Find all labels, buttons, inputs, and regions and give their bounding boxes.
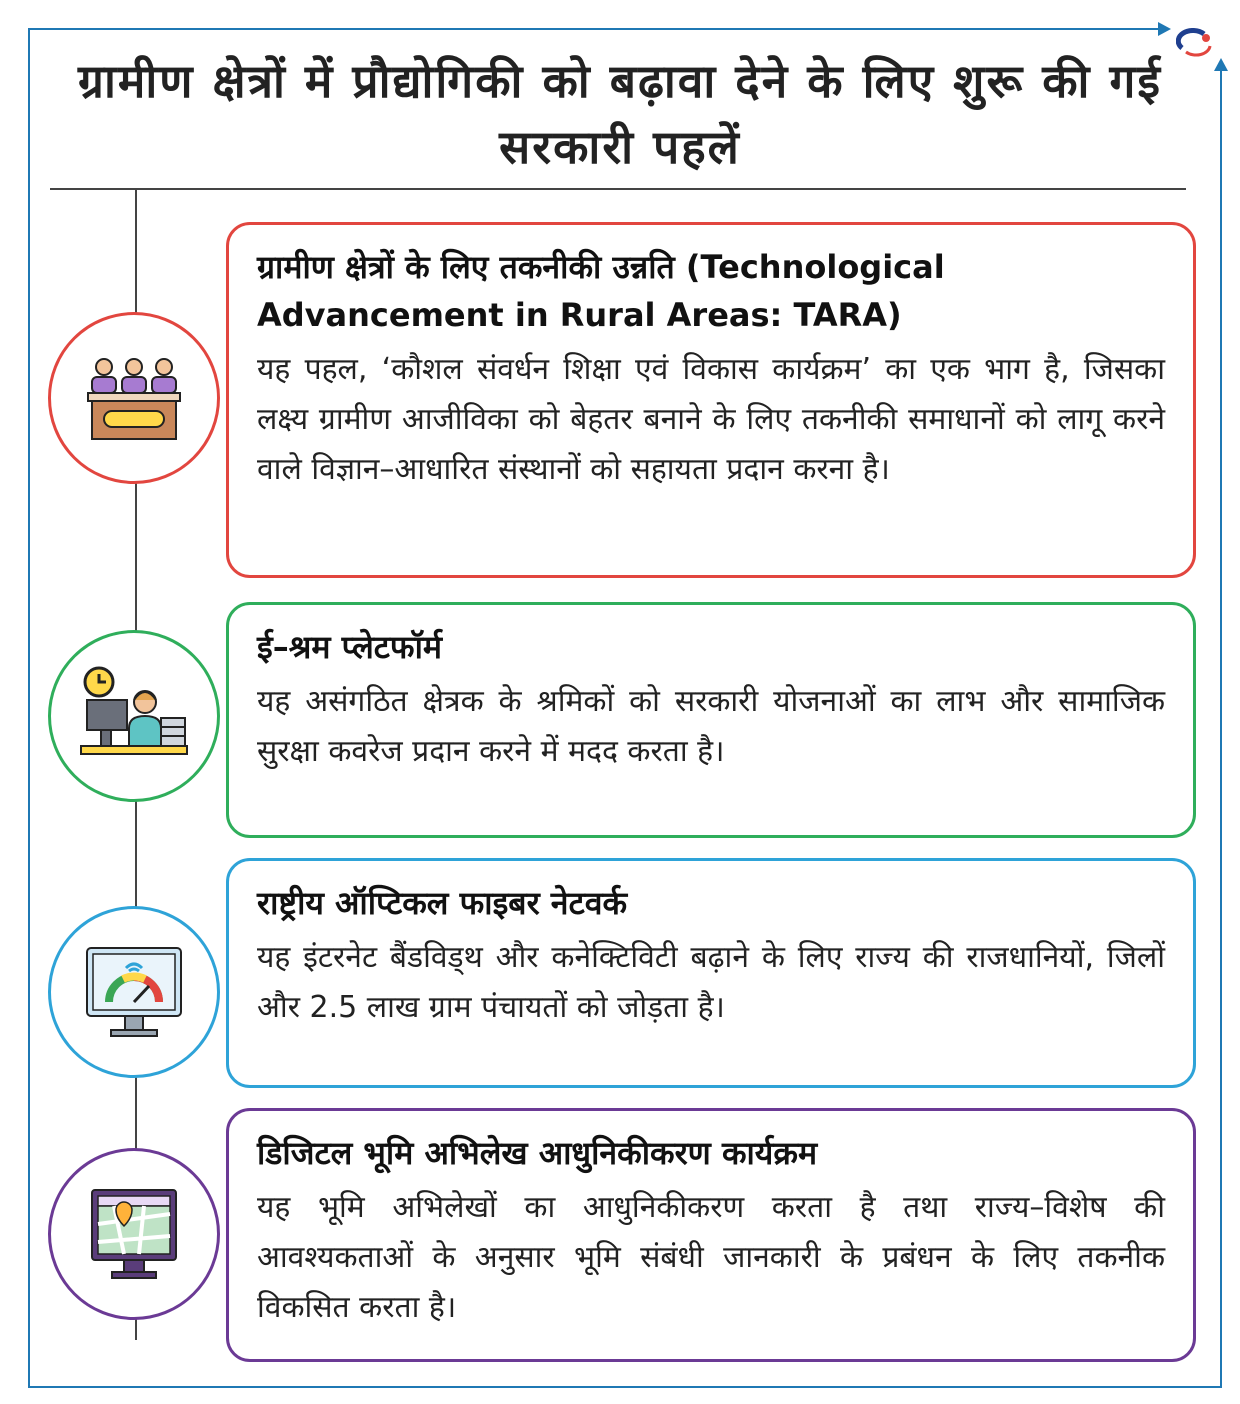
card-body: यह भूमि अभिलेखों का आधुनिकीकरण करता है तथा राज्य–विशेष की आवश्यकताओं के अनुसार भूमि संबंधी जानकारी के प्रबंधन के लिए तकनीक विकसित करता है। (257, 1190, 1165, 1325)
title-divider (50, 188, 1186, 190)
card-title: राष्ट्रीय ऑप्टिकल फाइबर नेटवर्क (257, 884, 628, 922)
frame-right-line (1220, 70, 1222, 1388)
icon-circle-land-records (48, 1148, 220, 1320)
worker-desk-icon (79, 666, 189, 766)
page-title: ग्रामीण क्षेत्रों में प्रौद्योगिकी को बढ़ावा देने के लिए शुरू की गई सरकारी पहलें (78, 54, 1162, 174)
frame-bottom-line (28, 1386, 1222, 1388)
card-body: यह असंगठित क्षेत्रक के श्रमिकों को सरकारी योजनाओं का लाभ और सामाजिक सुरक्षा कवरेज प्रदान करने में मदद करता है। (257, 684, 1165, 769)
frame-left-line (28, 28, 30, 1388)
icon-circle-optical-fiber (48, 906, 220, 1078)
icon-circle-tara (48, 312, 220, 484)
card-tara (226, 222, 1196, 578)
brand-logo-icon (1176, 28, 1216, 58)
frame-top-line (28, 28, 1158, 30)
card-optical-fiber (226, 858, 1196, 1088)
icon-circle-e-shram (48, 630, 220, 802)
card-title: डिजिटल भूमि अभिलेख आधुनिकीकरण कार्यक्रम (257, 1134, 818, 1172)
arrow-up-icon (1214, 58, 1228, 71)
card-body: यह इंटरनेट बैंडविड्थ और कनेक्टिविटी बढ़ाने के लिए राज्य की राजधानियों, जिलों और 2.5 लाख ग्राम पंचायतों को जोड़ता है। (257, 940, 1165, 1025)
card-body: यह पहल, ‘कौशल संवर्धन शिक्षा एवं विकास कार्यक्रम’ का एक भाग है, जिसका लक्ष्य ग्रामीण आजीविका को बेहतर बनाने के लिए तकनीकी समाधानों को लागू करने वाले विज्ञान–आधारित संस्थानों को सहायता प्रदान करना है। (257, 352, 1165, 487)
meeting-panel-icon (84, 353, 184, 443)
digital-map-monitor-icon (84, 1184, 184, 1284)
arrow-right-icon (1158, 22, 1171, 36)
card-e-shram (226, 602, 1196, 838)
card-title: ग्रामीण क्षेत्रों के लिए तकनीकी उन्नति (Technological Advancement in Rural Areas: TARA) (257, 248, 945, 334)
internet-speed-monitor-icon (79, 942, 189, 1042)
card-land-records (226, 1108, 1196, 1362)
card-title: ई–श्रम प्लेटफॉर्म (257, 628, 442, 666)
